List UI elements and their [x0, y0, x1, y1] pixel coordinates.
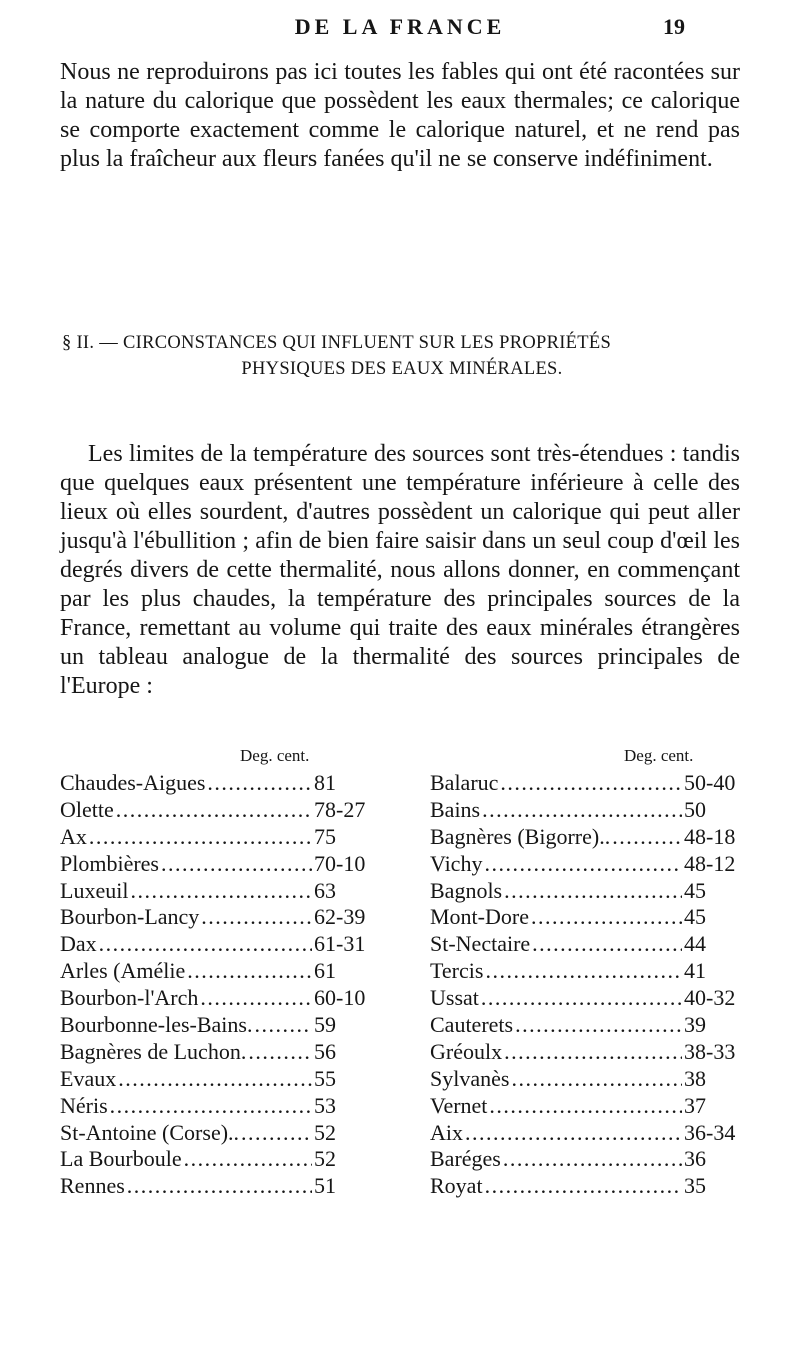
source-name: St-Nectaire [430, 931, 531, 957]
dot-leader [482, 797, 682, 824]
temperature-value: 52 [314, 1146, 336, 1172]
table-row [430, 824, 760, 851]
temperature-value: 44 [684, 931, 706, 957]
source-name: Royat [430, 1173, 483, 1199]
dot-leader [130, 878, 312, 905]
temperature-value: 51 [314, 1173, 336, 1199]
dot-leader [531, 904, 682, 931]
table-row [430, 1173, 760, 1200]
table-row [60, 878, 390, 905]
table-row [430, 851, 760, 878]
table-row [430, 958, 760, 985]
source-name: Luxeuil [60, 877, 129, 903]
table-row [430, 1146, 760, 1173]
temperature-value: 60-10 [314, 985, 366, 1011]
source-name: Vernet [430, 1092, 488, 1118]
source-name: Evaux [60, 1065, 117, 1091]
source-name: Baréges [430, 1146, 501, 1172]
temperature-value: 70-10 [314, 850, 366, 876]
table-row [60, 1039, 390, 1066]
temperature-value: 75 [314, 823, 336, 849]
dot-leader [612, 824, 682, 851]
source-name: Bagnères de Luchon. [60, 1038, 247, 1064]
table-row [430, 1012, 760, 1039]
body-paragraph: Les limites de la température des sources sont très-étendues : tandis que quelques eaux présentent une température inférieure à celle des lieux où elles sourdent, d'autres possèdent un calorique qui peut aller jusqu'à l'ébullition ; afin de bien faire saisir dans un seul coup d'œil les degrés divers de cette thermalité, nous allons donner, en commençant par les plus chaudes, la température des principales sources de la France, remettant au volume qui traite des eaux minérales étrangères un tableau analogue de la thermalité des sources principales de l'Europe : [60, 441, 740, 699]
section-heading-line-2: PHYSIQUES DES EAUX MINÉRALES. [241, 359, 563, 379]
temperature-value: 63 [314, 877, 336, 903]
temperature-list-right [430, 770, 760, 1200]
dot-leader [254, 1012, 312, 1039]
source-name: Tercis [430, 958, 484, 984]
temperature-list-left [60, 770, 390, 1200]
dot-leader [161, 851, 312, 878]
source-name: St-Antoine (Corse).. [60, 1119, 240, 1145]
temperature-value: 41 [684, 958, 706, 984]
table-row [60, 958, 390, 985]
temperature-value: 52 [314, 1119, 336, 1145]
dot-leader [500, 770, 682, 797]
temperature-value: 81 [314, 770, 336, 795]
dot-leader [489, 1093, 682, 1120]
table-row [60, 824, 390, 851]
temperature-value: 35 [684, 1173, 706, 1199]
table-row [60, 931, 390, 958]
dot-leader [485, 958, 682, 985]
table-row [430, 1066, 760, 1093]
table-row [60, 1093, 390, 1120]
source-name: Gréoulx [430, 1038, 503, 1064]
source-name: Néris [60, 1092, 108, 1118]
dot-leader [248, 1039, 312, 1066]
dot-leader [532, 931, 682, 958]
temperature-value: 56 [314, 1038, 336, 1064]
table-row [60, 1173, 390, 1200]
table-row [430, 1093, 760, 1120]
dot-leader [484, 851, 682, 878]
dot-leader [99, 931, 312, 958]
source-name: La Bourboule [60, 1146, 182, 1172]
dot-leader [207, 770, 312, 797]
source-name: Bains [430, 796, 481, 822]
temperature-value: 59 [314, 1012, 336, 1038]
table-row [60, 1012, 390, 1039]
source-name: Ax [60, 823, 87, 849]
source-name: Bagnères (Bigorre).. [430, 823, 611, 849]
temperature-value: 36-34 [684, 1119, 736, 1145]
temperature-value: 55 [314, 1065, 336, 1091]
section-heading [62, 330, 742, 382]
dot-leader [485, 1173, 682, 1200]
temperature-value: 62-39 [314, 904, 366, 930]
dot-leader [241, 1120, 312, 1147]
page-header [0, 14, 800, 48]
table-row [430, 904, 760, 931]
source-name: Ussat [430, 985, 479, 1011]
table-row [430, 1039, 760, 1066]
source-name: Bourbon-Lancy [60, 904, 200, 930]
table-row [60, 1066, 390, 1093]
source-name: Arles (Amélie [60, 958, 186, 984]
dot-leader [116, 797, 312, 824]
source-name: Mont-Dore [430, 904, 529, 930]
source-name: Plombières [60, 850, 159, 876]
source-name: Dax [60, 931, 97, 957]
temperature-value: 48-18 [684, 823, 736, 849]
dot-leader [201, 904, 312, 931]
source-name: Chaudes-Aigues [60, 770, 206, 795]
intro-paragraph: Nous ne reproduirons pas ici toutes les fables qui ont été racontées sur la nature du calorique que possèdent les eaux thermales; ce calorique se comporte exactement comme le calorique naturel, et ne rend pas plus la fraîcheur aux fleurs fanées qu'il ne se conserve indéfiniment. [60, 59, 740, 172]
dot-leader [118, 1066, 312, 1093]
temperature-value: 61-31 [314, 931, 366, 957]
unit-label-left: Deg. cent. [240, 746, 310, 765]
temperature-value: 40-32 [684, 985, 736, 1011]
table-row [60, 851, 390, 878]
dot-leader [127, 1173, 312, 1200]
dot-leader [515, 1012, 682, 1039]
source-name: Sylvanès [430, 1065, 510, 1091]
table-row [430, 985, 760, 1012]
dot-leader [184, 1146, 312, 1173]
table-row [60, 904, 390, 931]
source-name: Vichy [430, 850, 483, 876]
source-name: Balaruc [430, 770, 499, 795]
dot-leader [511, 1066, 682, 1093]
table-row [60, 770, 390, 797]
source-name: Bagnols [430, 877, 503, 903]
running-title: DE LA FRANCE [294, 14, 506, 39]
temperature-value: 53 [314, 1092, 336, 1118]
temperature-value: 45 [684, 877, 706, 903]
source-name: Olette [60, 796, 114, 822]
dot-leader [504, 878, 682, 905]
temperature-value: 61 [314, 958, 336, 984]
dot-leader [110, 1093, 312, 1120]
temperature-value: 78-27 [314, 796, 366, 822]
table-row [60, 1146, 390, 1173]
temperature-value: 48-12 [684, 850, 736, 876]
table-row [430, 770, 760, 797]
table-row [430, 1120, 760, 1147]
dot-leader [503, 1146, 682, 1173]
dot-leader [504, 1039, 682, 1066]
temperature-value: 38-33 [684, 1038, 736, 1064]
source-name: Bourbonne-les-Bains. [60, 1012, 253, 1038]
dot-leader [187, 958, 312, 985]
source-name: Aix [430, 1119, 463, 1145]
temperature-value: 37 [684, 1092, 706, 1118]
temperature-value: 50-40 [684, 770, 736, 795]
temperature-value: 50 [684, 796, 706, 822]
source-name: Bourbon-l'Arch [60, 985, 199, 1011]
temperature-value: 36 [684, 1146, 706, 1172]
page-number: 19 [663, 14, 685, 39]
temperature-value: 45 [684, 904, 706, 930]
table-row [430, 797, 760, 824]
table-row [430, 931, 760, 958]
table-row [60, 985, 390, 1012]
table-row [60, 797, 390, 824]
temperature-value: 39 [684, 1012, 706, 1038]
source-name: Cauterets [430, 1012, 514, 1038]
table-row [60, 1120, 390, 1147]
table-row [430, 878, 760, 905]
dot-leader [465, 1120, 682, 1147]
dot-leader [89, 824, 312, 851]
section-heading-line-1: § II. — CIRCONSTANCES QUI INFLUENT SUR LES PROPRIÉTÉS [62, 333, 612, 353]
dot-leader [481, 985, 682, 1012]
unit-label-right: Deg. cent. [624, 746, 694, 765]
source-name: Rennes [60, 1173, 125, 1199]
temperature-value: 38 [684, 1065, 706, 1091]
dot-leader [200, 985, 312, 1012]
